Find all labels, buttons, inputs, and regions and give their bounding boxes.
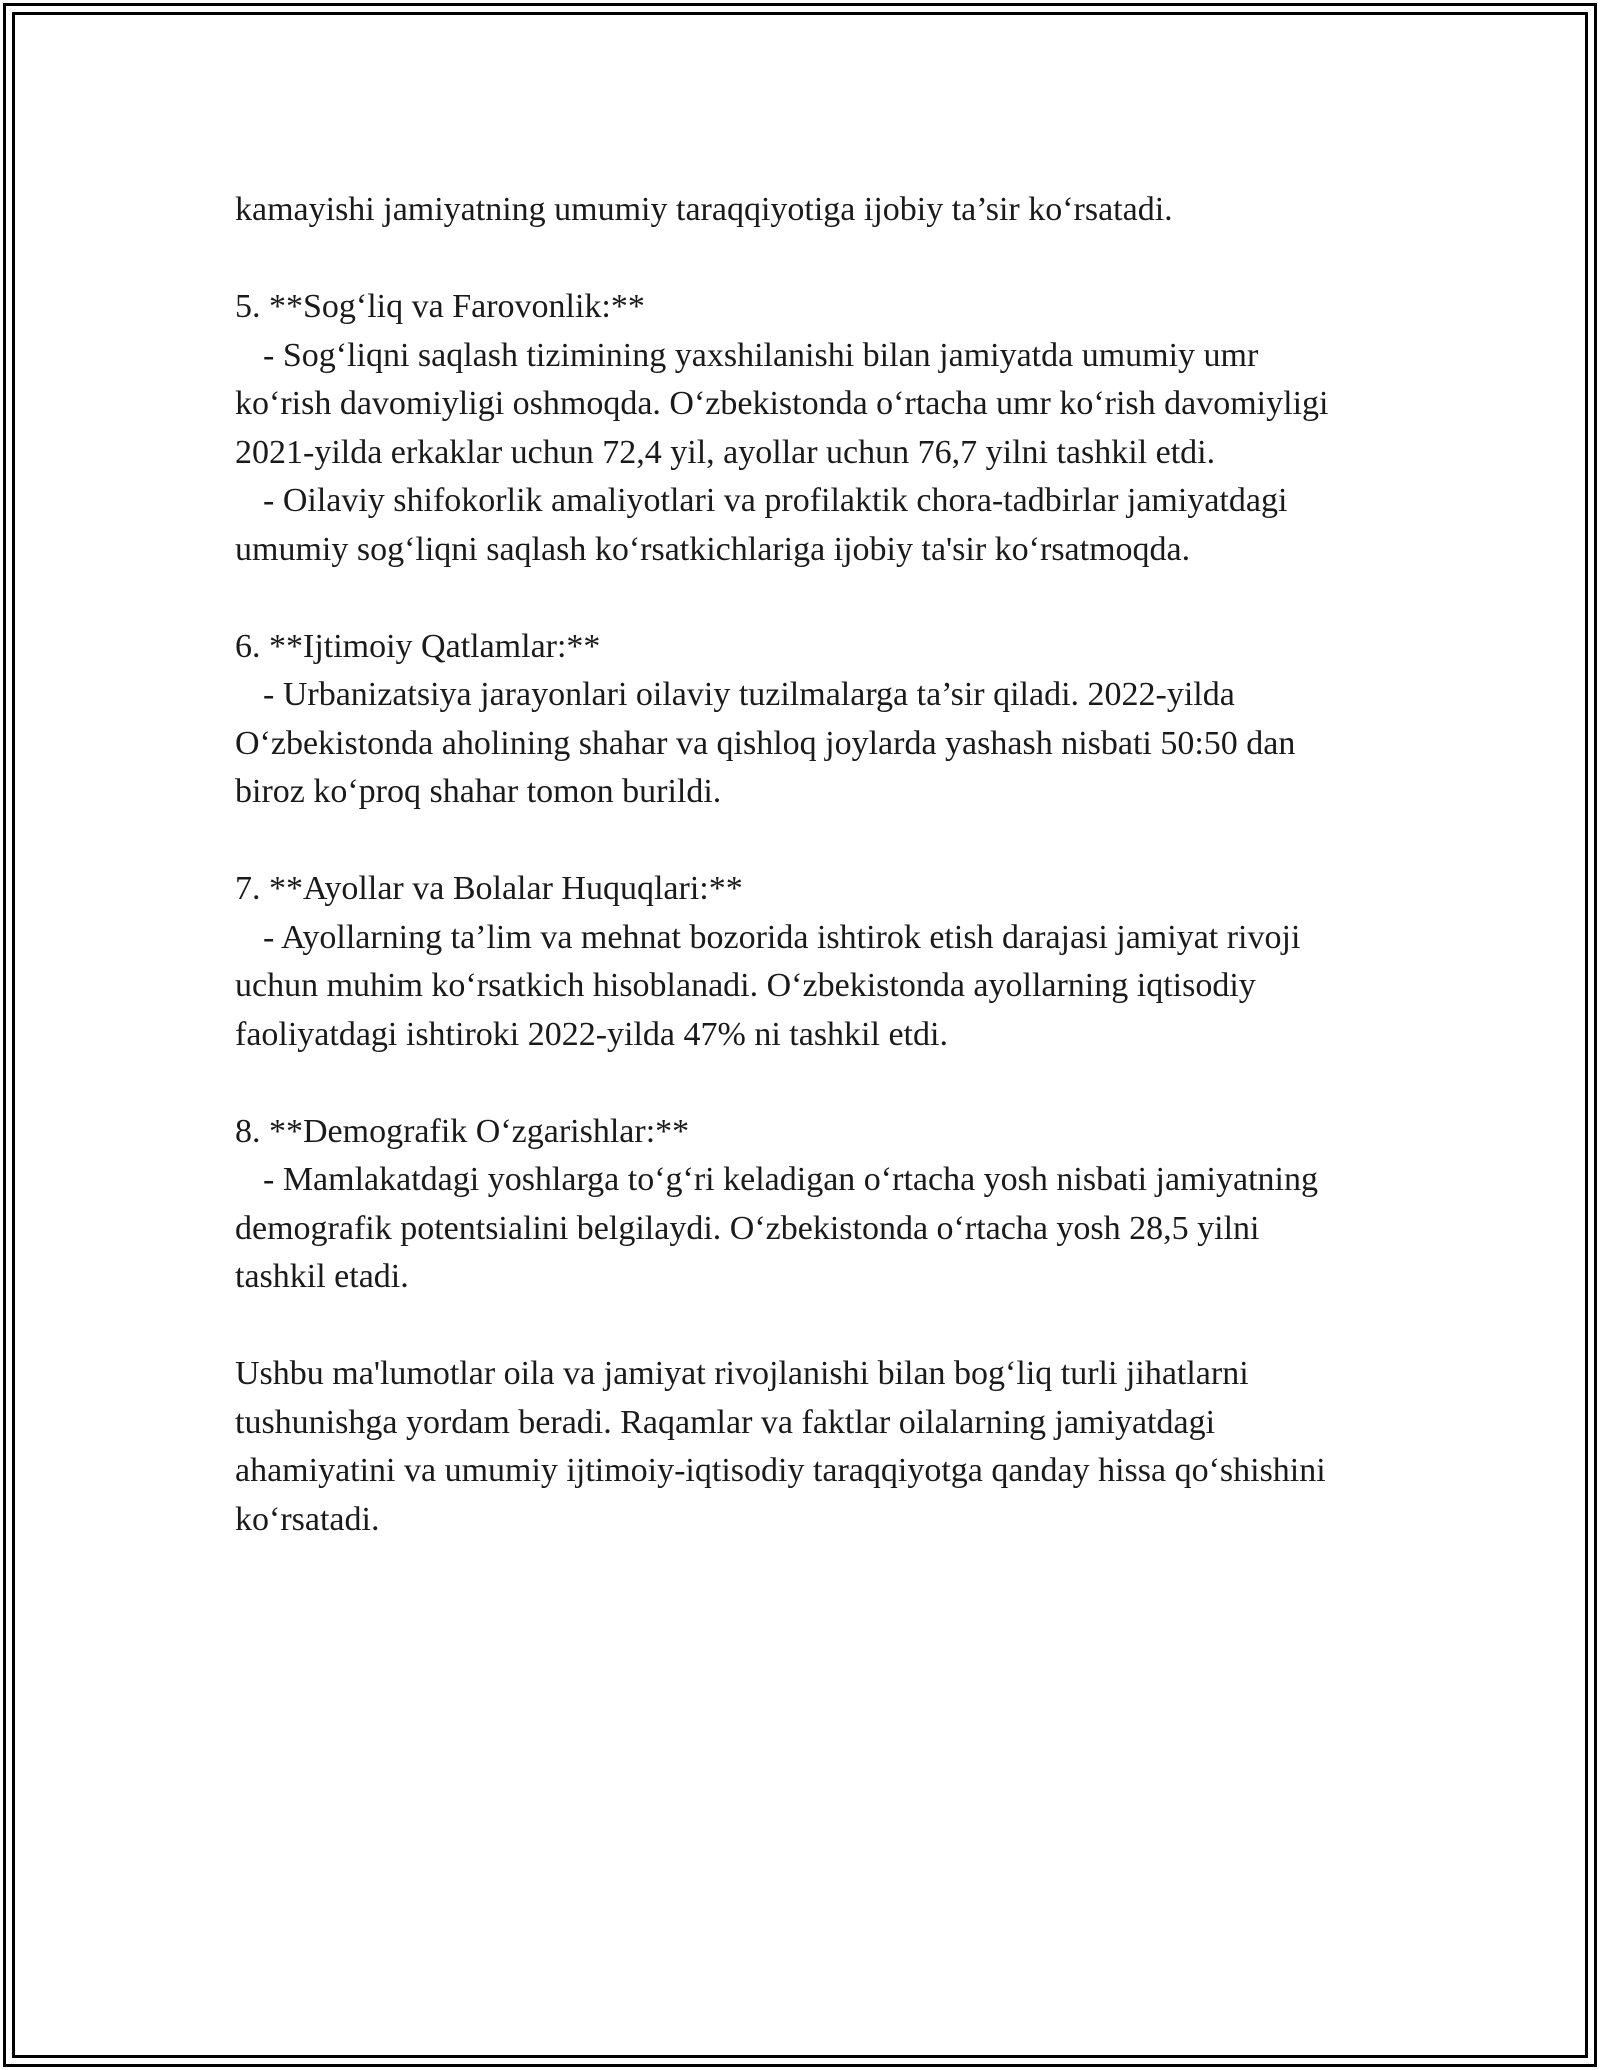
section-heading: 5. **Sog‘liq va Farovonlik:** (235, 288, 645, 325)
section-heading: 7. **Ayollar va Bolalar Huquqlari:** (235, 870, 743, 907)
paragraph-gap (235, 1059, 1355, 1108)
bullet-item: - Urbanizatsiya jarayonlari oilaviy tuzilmalarga ta’sir qiladi. 2022-yilda O‘zbekistonda aholining shahar va qishloq joylarda yashash nisbati 50:50 dan biroz ko‘proq shahar tomon burildi. (235, 676, 1296, 810)
paragraph-gap (235, 574, 1355, 623)
section-heading: 8. **Demografik O‘zgarishlar:** (235, 1112, 690, 1150)
section-heading: 6. **Ijtimoiy Qatlamlar:** (235, 627, 601, 665)
section-health (235, 283, 1355, 574)
bullet-item: - Mamlakatdagi yoshlarga to‘g‘ri keladigan o‘rtacha yosh nisbati jamiyatning demografik potentsialini belgilaydi. O‘zbekistonda o‘rtacha yosh 28,5 yilni tashkil etadi. (235, 1161, 1318, 1295)
bullet-item: - Ayollarning ta’lim va mehnat bozorida ishtirok etish darajasi jamiyat rivoji uchun muhim ko‘rsatkich hisoblanadi. O‘zbekistonda ayollarning iqtisodiy faoliyatdagi ishtiroki 2022-yilda 47% ni tashkil etdi. (235, 918, 1301, 1053)
section-women-children-rights (235, 865, 1355, 1059)
paragraph-gap (235, 235, 1355, 284)
conclusion-paragraph: Ushbu ma'lumotlar oila va jamiyat rivojlanishi bilan bog‘liq turli jihatlarni tushunishga yordam beradi. Raqamlar va faktlar oilalarning jamiyatdagi ahamiyatini va umumiy ijtimoiy-iqtisodiy taraqqiyotga qanday hissa qo‘shishini ko‘rsatadi. (235, 1355, 1326, 1538)
intro-paragraph: kamayishi jamiyatning umumiy taraqqiyotiga ijobiy ta’sir ko‘rsatadi. (235, 191, 1173, 228)
section-social-strata (235, 623, 1355, 817)
bullet-item: - Sog‘liqni saqlash tizimining yaxshilanishi bilan jamiyatda umumiy umr ko‘rish davomiyligi oshmoqda. O‘zbekistonda o‘rtacha umr ko‘rish davomiyligi 2021-yilda erkaklar uchun 72,4 yil, ayollar uchun 76,7 yilni tashkil etdi. (235, 336, 1329, 471)
bullet-item: - Oilaviy shifokorlik amaliyotlari va profilaktik chora-tadbirlar jamiyatdagi umumiy sog‘liqni saqlash ko‘rsatkichlariga ijobiy ta'sir ko‘rsatmoqda. (235, 482, 1288, 568)
paragraph-gap (235, 817, 1355, 866)
paragraph-gap (235, 1302, 1355, 1351)
section-demographic-changes (235, 1108, 1355, 1302)
document-body (235, 186, 1355, 1544)
